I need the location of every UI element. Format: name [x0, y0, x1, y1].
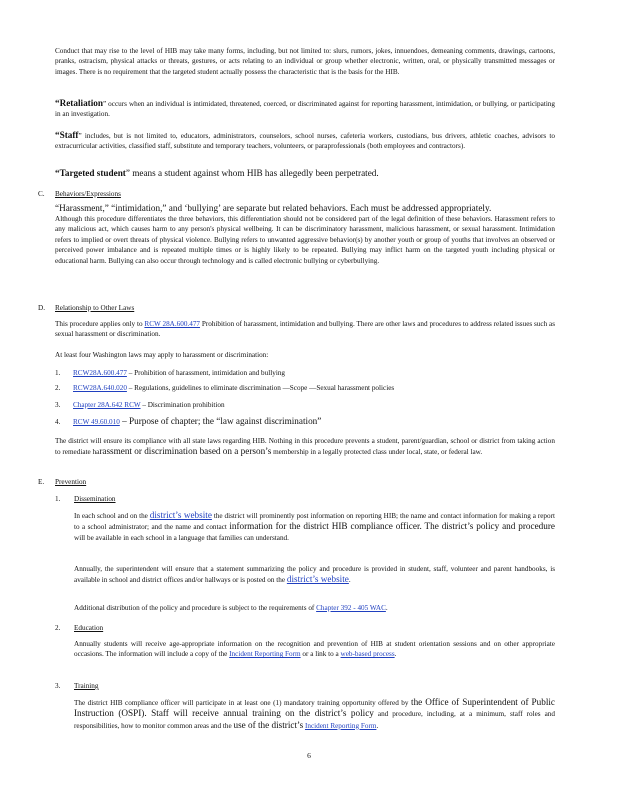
law-number: 3. — [55, 401, 61, 409]
text-run: Annually, the superintendent will ensure that a statement summarizing the policy and procedure is provided in student, staff, volunteer and parent handbooks, is available in school and district offices and/or hallways or is posted on the — [74, 565, 555, 585]
section-heading-e — [38, 477, 86, 487]
wac-link[interactable]: Chapter 392 - 405 WAC — [316, 604, 386, 612]
definition-retaliation — [55, 98, 555, 120]
text-run: . — [394, 650, 397, 659]
section-title: Behaviors/Expressions — [55, 190, 121, 198]
definition-retaliation-text: ” occurs when an individual is intimidated, threatened, coerced, or discriminated against for reporting harassment, intimidation, or bullying, or participating in an investigation. — [55, 100, 555, 119]
definition-targeted-text: ” means a student against whom HIB has allegedly been perpetrated. — [125, 168, 379, 178]
law-item — [55, 368, 555, 378]
law-link[interactable]: Chapter 28A.642 RCW — [73, 401, 141, 409]
text-run: membership in a legally protected class under local, state, or federal law. — [271, 448, 483, 457]
text-run: rassment or discrimination based on a person’s — [99, 446, 272, 457]
law-description: – Regulations, guidelines to eliminate discrimination —Scope —Sexual harassment policies — [126, 384, 395, 392]
term-staff: “Staff — [55, 130, 79, 140]
definition-targeted-student — [55, 168, 555, 179]
definition-staff — [55, 130, 555, 152]
text-run: Additional distribution of the policy and procedure is subject to the requirements of — [74, 604, 315, 612]
text-run: will be available in each school in a language that families can understand. — [74, 533, 289, 542]
text-run: the Office of Superintendent of Public Instruction (OSPI). Staff will receive annual training on the district’s policy — [74, 697, 555, 719]
law-description: – Prohibition of harassment, intimidation and bullying — [126, 369, 286, 377]
page-number: 6 — [307, 751, 311, 760]
subsection-label: 1. — [55, 495, 61, 503]
subsection-title: Dissemination — [74, 495, 116, 503]
law-link[interactable]: RCW28A.600.477 — [73, 369, 127, 377]
section-label: E. — [38, 478, 45, 486]
rcw-link[interactable]: RCW 28A.600.477 — [144, 320, 201, 328]
compliance-paragraph — [55, 436, 555, 458]
law-number: 4. — [55, 418, 61, 426]
text-run: or a link to a — [300, 650, 339, 659]
section-title: Prevention — [55, 478, 87, 486]
text-run: information for the district HIB compliance officer. The district’s policy and procedure — [229, 521, 555, 532]
text-run: . — [385, 604, 388, 612]
definition-staff-text: ” includes, but is not limited to, educators, administrators, counselors, school nurses, cafeteria workers, custodians, bus drivers, athletic coaches, advisors to extracurricular activities, classified staff, substitute and temporary teachers, volunteers, or paraprofessionals (both employees and contractors). — [55, 132, 555, 151]
education-paragraph — [74, 639, 555, 660]
incident-reporting-form-link[interactable]: Incident Reporting Form — [304, 721, 377, 730]
law-number: 2. — [55, 384, 61, 392]
text-run: Prohibition of harassment, intimidation and bullying. There are other laws and procedures to address related issues such as sexual harassment or discrimination. — [55, 320, 556, 339]
dissemination-paragraph-3 — [74, 603, 555, 613]
laws-intro: At least four Washington laws may apply to harassment or discrimination: — [55, 351, 269, 359]
text-run: the district will prominently post information on reporting HIB; the name and contact information for making a report to a school administrator; and the name and contact — [74, 512, 556, 532]
law-link[interactable]: RCW28A.640.020 — [73, 384, 127, 392]
text-run: use of the district’s — [233, 719, 304, 730]
dissemination-paragraph-1 — [74, 510, 555, 543]
text-run: This procedure applies only to — [55, 320, 143, 328]
web-based-process-link[interactable]: web-based process — [340, 650, 395, 659]
subsection-education — [55, 623, 103, 633]
district-website-link[interactable]: district’s website — [286, 574, 349, 585]
relationship-paragraph — [55, 319, 555, 340]
behaviors-body: Although this procedure differentiates the three behaviors, this differentiation should not be considered part of the legal definition of these behaviors. Harassment refers to any malicious act, which causes harm to any person's physical wellbeing. It can be discriminatory harassment, malicious harassment, or sexual harassment. Intimidation refers to implied or overt threats of physical violence. Bullying refers to unwanted aggressive behavior(s) by another youth or group of youths that involves an observed or perceived power imbalance and is repeated multiple times or is highly likely to be repeated. Bullying may inflict harm on the targeted youth including physical or educational harm. Bullying can also occur through technology and is called electronic bullying or cyberbullying. — [55, 215, 555, 265]
law-item — [55, 416, 555, 427]
district-website-link[interactable]: district’s website — [149, 510, 212, 520]
subsection-title: Education — [74, 624, 104, 632]
law-link[interactable]: RCW 49.60.010 — [73, 418, 120, 426]
text-run: Annually students will receive age-appropriate information on the recognition and prevention of HIB at student orientation sessions and on other appropriate occasions. The information will include a copy of the — [74, 640, 555, 659]
section-label: D. — [38, 304, 45, 312]
law-item — [55, 383, 555, 393]
law-description: – Discrimination prohibition — [140, 401, 225, 409]
text-run: . — [348, 576, 351, 585]
text-run: The district HIB compliance officer will participate in at least one (1) mandatory training opportunity offered by — [74, 699, 409, 707]
subsection-dissemination — [55, 494, 116, 504]
text-run: In each school and on the — [74, 512, 148, 520]
section-label: C. — [38, 190, 45, 198]
text-run: The district will ensure its compliance with all state laws regarding HIB. Nothing in this procedure prevents a student, parent/guardian, school or district from taking action to remediate ha — [55, 437, 555, 457]
subsection-training — [55, 681, 99, 691]
law-number: 1. — [55, 369, 61, 377]
text-run: and procedure, including, at a minimum, staff roles and responsibilities, how to monitor common areas and the — [74, 710, 555, 730]
subsection-label: 3. — [55, 682, 61, 690]
subsection-title: Training — [74, 682, 99, 690]
law-item — [55, 400, 555, 410]
term-targeted-student: “Targeted student — [55, 168, 126, 178]
dissemination-paragraph-2 — [74, 564, 555, 586]
subsection-label: 2. — [55, 624, 61, 632]
section-title: Relationship to Other Laws — [55, 304, 135, 312]
paragraph-conduct: Conduct that may rise to the level of HIB may take many forms, including, but not limited to: slurs, rumors, jokes, innuendoes, demeaning comments, drawings, cartoons, pranks, ostracism, physical attacks or threats, gestures, or acts relating to an individual or group whether electronic, written, oral, or physically transmitted messages or images. There is no requirement that the targeted student actually possess the characteristic that is the basis for the HIB. — [55, 47, 555, 76]
law-description: – Purpose of chapter; the “law against discrimination” — [119, 416, 322, 426]
section-heading-d — [38, 303, 134, 313]
behaviors-lead: “Harassment,” “intimidation,” and ‘bullying’ are separate but related behaviors. Each must be addressed appropriately. — [55, 203, 492, 213]
section-heading-c — [38, 189, 121, 199]
incident-reporting-form-link[interactable]: Incident Reporting Form — [229, 650, 301, 659]
text-run: . — [376, 721, 379, 730]
training-paragraph — [74, 697, 555, 731]
term-retaliation: “Retaliation — [55, 98, 103, 108]
